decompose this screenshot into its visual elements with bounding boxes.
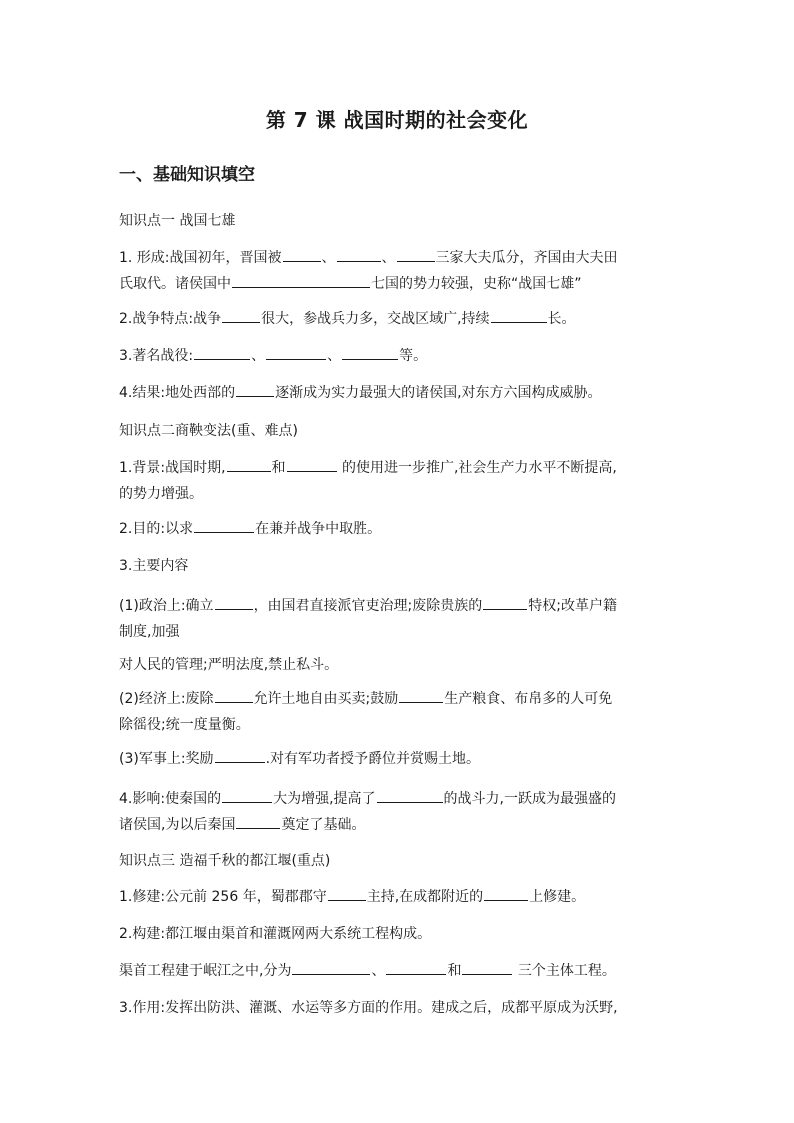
- blank: [399, 687, 443, 703]
- blank: [194, 344, 250, 360]
- knowledge-point-3: 知识点三 造福千秋的都江堰(重点): [119, 853, 331, 869]
- line-construction: 1.修建:公元前 256 年，蜀郡郡守 主持,在成都附近的 上修建。: [119, 884, 679, 910]
- blank: [215, 594, 253, 610]
- blank: [232, 272, 370, 288]
- line-main-content: 3.主要内容: [119, 558, 189, 574]
- line-structure: 2.构建:都江堰由渠首和灌溉网两大系统工程构成。: [119, 926, 432, 942]
- line-battles: 3.著名战役: 、 、 等。: [119, 343, 679, 369]
- line-purpose: 2.目的:以求 在兼并战争中取胜。: [119, 516, 679, 542]
- blank: [266, 344, 326, 360]
- blank: [484, 885, 528, 901]
- blank: [222, 307, 260, 323]
- blank: [222, 787, 272, 803]
- blank: [215, 747, 265, 763]
- line-politics-3: 对人民的管理;严明法度,禁止私斗。: [119, 657, 339, 673]
- blank: [292, 959, 370, 975]
- line-military: (3)军事上:奖励 .对有军功者授予爵位并赏赐土地。: [119, 746, 679, 772]
- line-economy: (2)经济上:废除 允许土地自由买卖;鼓励 生产粮食、布帛多的人可免: [119, 686, 679, 712]
- blank: [236, 813, 280, 829]
- line-background-2: 的势力增强。: [119, 486, 203, 502]
- blank: [287, 456, 337, 472]
- knowledge-point-2: 知识点二商鞅变法(重、难点): [119, 423, 298, 439]
- blank: [328, 885, 366, 901]
- blank: [342, 344, 398, 360]
- line-impact-2: 诸侯国,为以后秦国 奠定了基础。: [119, 812, 679, 838]
- blank: [462, 959, 512, 975]
- line-impact: 4.影响:使秦国的 大为增强,提高了 的战斗力,一跃成为最强盛的: [119, 786, 679, 812]
- line-function: 3.作用:发挥出防洪、灌溉、水运等多方面的作用。建成之后，成都平原成为沃野,: [119, 1000, 618, 1016]
- line-formation: 1. 形成:战国初年，晋国被 、 、 三家大夫瓜分，齐国由大夫田: [119, 245, 679, 271]
- page-title: 第 7 课 战国时期的社会变化: [265, 108, 529, 132]
- blank: [483, 594, 527, 610]
- line-economy-2: 除徭役;统一度量衡。: [119, 717, 250, 733]
- line-formation-2: 氏取代。诸侯国中 七国的势力较强，史称“战国七雄”: [119, 271, 679, 297]
- section-heading: 一、基础知识填空: [119, 165, 255, 185]
- blank: [283, 246, 321, 262]
- line-background: 1.背景:战国时期, 和 的使用进一步推广,社会生产力水平不断提高,: [119, 455, 679, 481]
- blank: [491, 307, 547, 323]
- line-war-features: 2.战争特点:战争 很大，参战兵力多，交战区域广,持续 长。: [119, 306, 679, 332]
- blank: [337, 246, 381, 262]
- line-politics: (1)政治上:确立 ，由国君直接派官吏治理;废除贵族的 特权;改革户籍: [119, 593, 679, 619]
- blank: [377, 787, 443, 803]
- line-headworks: 渠首工程建于岷江之中,分为 、 和 三个主体工程。: [119, 958, 679, 984]
- blank: [194, 517, 254, 533]
- line-politics-2: 制度,加强: [119, 624, 180, 640]
- line-result: 4.结果:地处西部的 逐渐成为实力最强大的诸侯国,对东方六国构成威胁。: [119, 380, 679, 406]
- blank: [227, 456, 271, 472]
- knowledge-point-1: 知识点一 战国七雄: [119, 213, 236, 229]
- blank: [386, 959, 446, 975]
- blank: [236, 381, 274, 397]
- blank: [215, 687, 253, 703]
- blank: [397, 246, 435, 262]
